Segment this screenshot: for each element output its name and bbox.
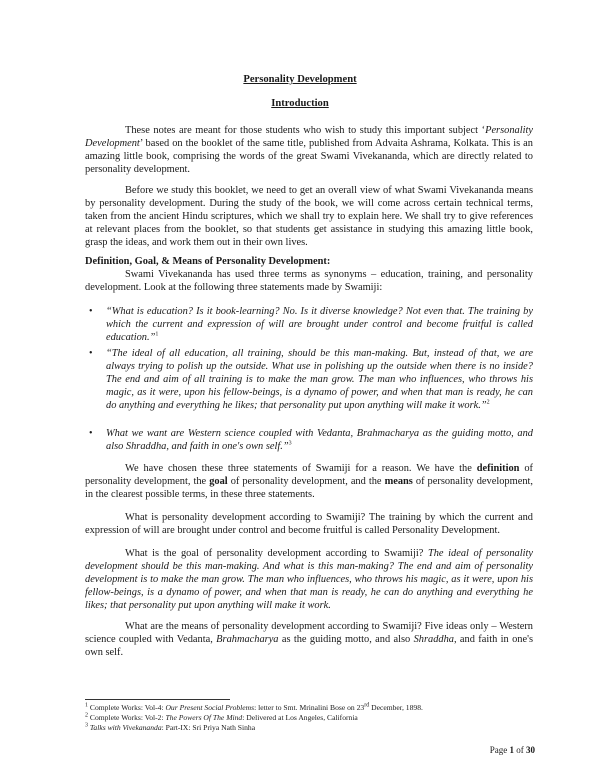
footnote: $^3$ Talks with Vivekananda: Part-IX: Sri Priya Nath Sinha <box>85 722 256 732</box>
footnote: $^1$ Complete Works: Vol-4: Our Present Social Problems: letter to Smt. Mrinalini Bose on 23rd December, 1898. <box>85 702 423 712</box>
section-title: Introduction <box>271 98 329 109</box>
paragraph-intro: These notes are meant for those students who wish to study this important subject ‘Personality Development’ based on the booklet of the same title, published from Advaita Ashrama, Kolkata. This is an amazing little book, comprising the words of the great Swami Vivekananda, which are directly related to personality development. <box>85 125 533 176</box>
bullet-marker: • <box>89 348 93 359</box>
paragraph-reason: We have chosen these three statements of Swamiji for a reason. We have the definition of personality development, the goal of personality development, and the means of personality development, in the clearest possible terms, in these three statements. <box>85 463 533 501</box>
quote-item: What we want are Western science coupled with Vedanta, Brahmacharya as the guiding motto, and also Shraddha, and faith in one's own self.”$^3$ <box>106 428 533 453</box>
paragraph-goal: What is the goal of personality development according to Swamiji? The ideal of personality development should be this man-making. And what is this man-making? The end and aim of personality development is to make the man grow. The man who influences, who throws his magic, as it were, upon his fellow-beings, is a dynamo of power, and when that man is ready, he can do anything and everything he likes; that personality put upon anything will make it work. <box>85 548 533 612</box>
section-heading: Definition, Goal, & Means of Personality Development: <box>85 256 331 267</box>
paragraph-overview: Before we study this booklet, we need to get an overall view of what Swami Vivekananda means by personality development. During the study of the book, we will come across certain technical terms, taken from the ancient Hindu scriptures, which we shall try to explain here. We shall try to give references at relevant places from the booklet, so that students get assistance in studying this amazing little book, grasp the ideas, and work them out in their own lives. <box>85 185 533 249</box>
paragraph-synonyms: Swami Vivekananda has used three terms as synonyms – education, training, and personality development. Look at the following three statements made by Swamiji: <box>85 269 533 294</box>
paragraph-means: What are the means of personality development according to Swamiji? Five ideas only – Western science coupled with Vedanta, Brahmacharya as the guiding motto, and also Shraddha, and faith in one's own self. <box>85 621 533 659</box>
footnote: $^2$ Complete Works: Vol-2: The Powers Of The Mind: Delivered at Los Angeles, California <box>85 712 358 722</box>
quote-item: “The ideal of all education, all training, should be this man-making. But, instead of that, we are always trying to polish up the outside. What use in polishing up the outside when there is no inside? The end and aim of all training is to make the man grow. The man who influences, who throws his magic, as it were, upon his fellow-beings, is a dynamo of power, and when that man is ready, he can do anything and everything he likes; that personality put upon anything will make it work.”$^2$ <box>106 348 533 412</box>
bullet-marker: • <box>89 428 93 439</box>
bullet-marker: • <box>89 306 93 317</box>
page-number: Page 1 of 30 <box>489 745 535 755</box>
quote-item: “What is education? Is it book-learning? No. Is it diverse knowledge? Not even that. The training by which the current and expression of will are brought under control and become fruitful is called education.”$^1$ <box>106 306 533 344</box>
footnote-separator <box>85 699 230 700</box>
document-title: Personality Development <box>243 74 357 85</box>
paragraph-definition: What is personality development according to Swamiji? The training by which the current and expression of will are brought under control and become fruitful is called Personality Development. <box>85 512 533 537</box>
